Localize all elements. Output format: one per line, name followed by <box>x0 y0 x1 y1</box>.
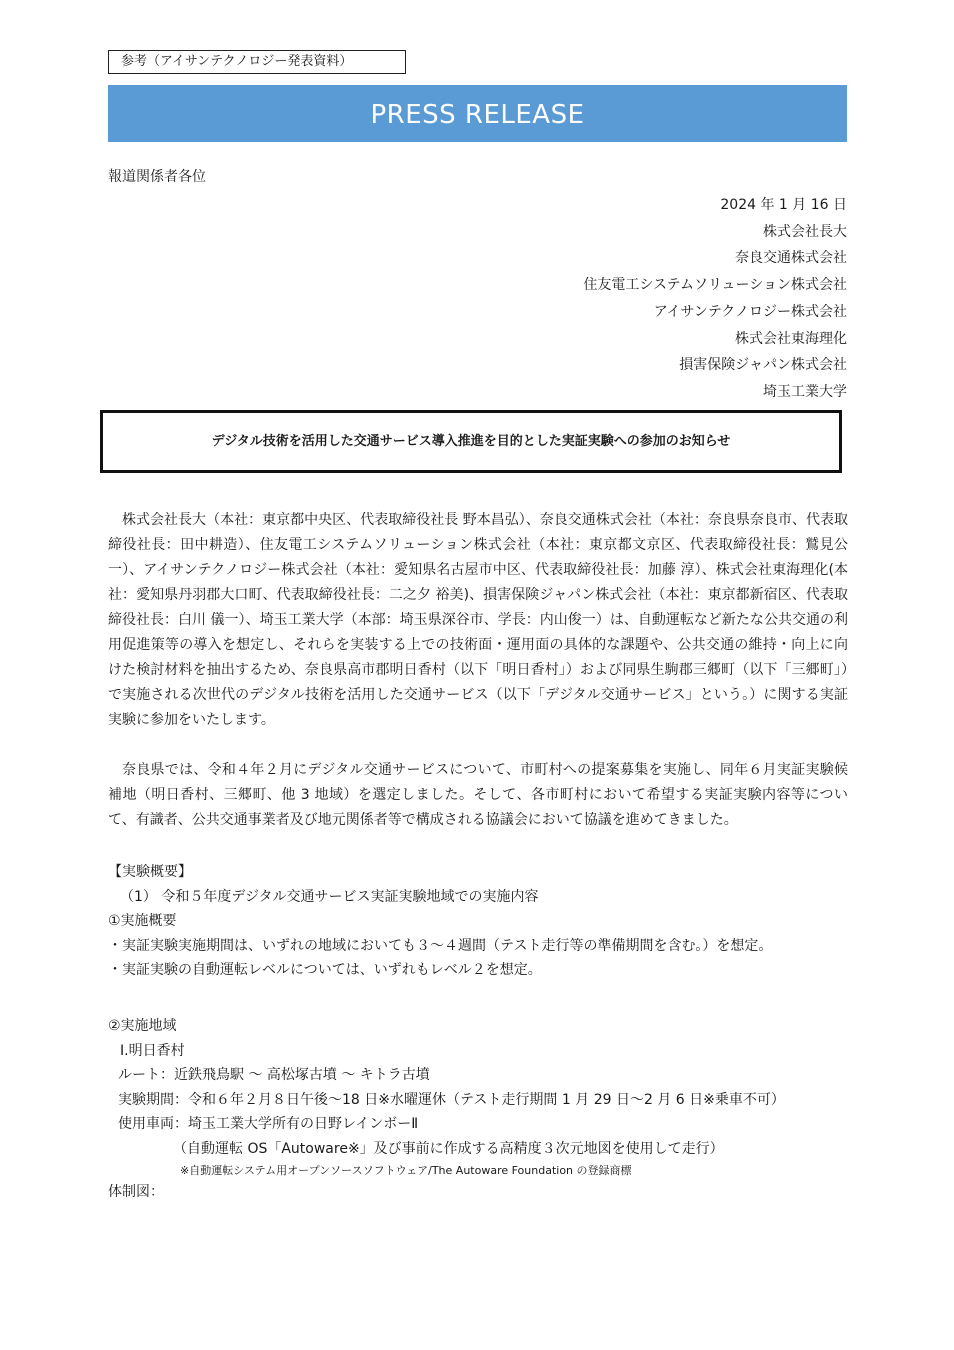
issuer-name: 株式会社長大 <box>763 223 847 240</box>
subsection-heading: （1） 令和５年度デジタル交通サービス実証実験地域での実施内容 <box>120 888 539 905</box>
bullet-item: ・実証実験の自動運転レベルについては、いずれもレベル２を想定。 <box>108 962 542 978</box>
vehicle-line: 使用車両：埼玉工業大学所有の日野レインボーⅡ <box>118 1116 419 1132</box>
footnote: ※自動運転システム用オープンソースソフトウェア/The Autoware Foundation の登録商標 <box>180 1164 632 1177</box>
vehicle-detail: （自動運転 OS「Autoware※」及び事前に作成する高精度３次元地図を使用して走行） <box>173 1140 724 1157</box>
issuer-name: 株式会社東海理化 <box>735 330 847 347</box>
salutation: 報道関係者各位 <box>108 169 206 185</box>
press-release-banner <box>108 85 847 142</box>
issuer-name: アイサンテクノロジー株式会社 <box>653 303 847 320</box>
document-title-box <box>100 410 842 473</box>
item-heading: ①実施概要 <box>108 913 177 929</box>
bullet-item: ・実証実験実施期間は、いずれの地域においても３～４週間（テスト走行等の準備期間を含む。）を想定。 <box>108 937 773 954</box>
issuer-name: 住友電工システムソリューション株式会社 <box>583 277 847 294</box>
overview-section <box>108 860 853 983</box>
section-heading: 【実験概要】 <box>108 864 192 880</box>
body-paragraph: 株式会社長大（本社：東京都中央区、代表取締役社長 野本昌弘）、奈良交通株式会社（本社：奈良県奈良市、代表取締役社長：田中耕造）、住友電工システムソリューション株式会社（本社：東京都文京区、代表取締役社長：鷲見公一）、アイサンテクノロジー株式会社（本社：愛知県名古屋市中区、代表取締役社長：加藤 淳）、株式会社東海理化(本社：愛知県丹羽郡大口町、代表取締役社長：二之夕 裕美)、損害保険ジャパン株式会社（本社：東京都新宿区、代表取締役社長：白川 儀一）、埼玉工業大学（本部：埼玉県深谷市、学長：内山俊一）は、自動運転など新たな公共交通の利用促進策等の導入を想定し、それらを実装する上での技術面・運用面の具体的な課題や、公共交通の維持・向上に向けた検討材料を抽出するため、奈良県高市郡明日香村（以下「明日香村」）および同県生駒郡三郷町（以下「三郷町」）で実施される次世代のデジタル技術を活用した交通サービス（以下「デジタル交通サービス」という。）に関する実証実験に参加をいたします。 <box>108 512 848 728</box>
reference-label: 参考（アイサンテクノロジー発表資料） <box>108 50 406 74</box>
document-title: デジタル技術を活用した交通サービス導入推進を目的とした実証実験への参加のお知らせ <box>211 434 731 449</box>
release-date: 2024 年 1 月 16 日 <box>720 197 847 213</box>
period-line: 実験期間：令和６年２月８日午後～18 日※水曜運休（テスト走行期間 1 月 29 日～2 月 6 日※乗車不可） <box>118 1091 785 1108</box>
body-paragraph: 奈良県では、令和４年２月にデジタル交通サービスについて、市町村への提案募集を実施し、同年６月実証実験候補地（明日香村、三郷町、他 3 地域）を選定しました。そして、各市町村において希望する実証実験内容等について、有識者、公共交通事業者及び地元関係者等で構成される協議会において協議を進めてきました。 <box>108 762 848 828</box>
issuer-name: 奈良交通株式会社 <box>735 250 847 267</box>
region-section <box>108 1014 853 1205</box>
item-heading: ②実施地域 <box>108 1018 177 1034</box>
area-label: Ⅰ.明日香村 <box>120 1042 185 1059</box>
issuer-name: 埼玉工業大学 <box>763 383 847 400</box>
issuer-block <box>583 192 847 406</box>
route-line: ルート：近鉄飛鳥駅 ～ 高松塚古墳 ～ キトラ古墳 <box>118 1067 430 1083</box>
banner-title: PRESS RELEASE <box>370 100 585 130</box>
diagram-label: 体制図： <box>108 1184 164 1200</box>
issuer-name: 損害保険ジャパン株式会社 <box>679 357 847 374</box>
